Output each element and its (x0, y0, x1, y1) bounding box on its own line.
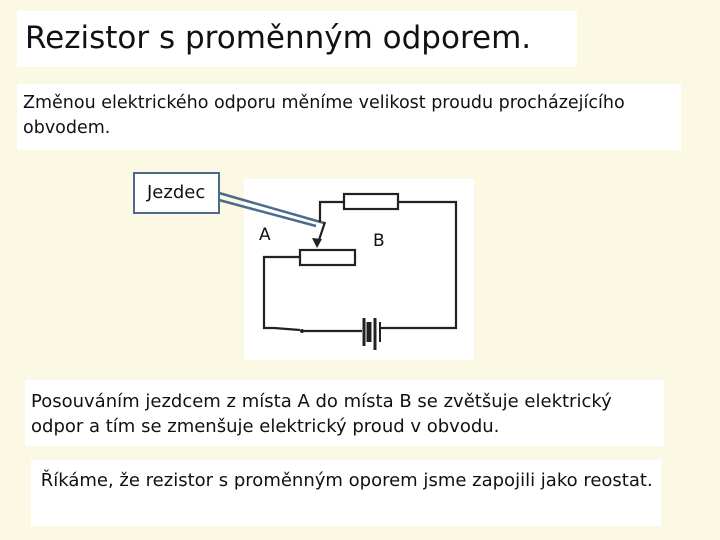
switch-lever (274, 328, 300, 330)
fixed-resistor (344, 194, 398, 209)
paragraph-3-box (31, 460, 661, 526)
wire-top (320, 202, 344, 222)
callout-line-lower (219, 200, 316, 226)
paragraph-3-text: Říkáme, že rezistor s proměnným oporem jsme zapojili jako reostat. (35, 470, 653, 491)
callout-line-upper (219, 193, 324, 223)
wire-right (380, 202, 456, 328)
slider-arrowhead (312, 238, 322, 248)
callout-label: Jezdec (147, 182, 206, 203)
paragraph-2-box (25, 380, 664, 446)
page-title: Rezistor s proměnným odporem. (25, 20, 532, 56)
callout-jezdec (133, 172, 220, 214)
point-a-label: A (259, 225, 271, 245)
paragraph-2-text: Posouváním jezdcem z místa A do místa B se zvětšuje elektrický odpor a tím se zmenšuje elektrický proud v obvodu. (31, 391, 612, 437)
wire-left (264, 257, 300, 328)
intro-text: Změnou elektrického odporu měníme velikost proudu procházejícího obvodem. (23, 93, 625, 138)
point-b-label: B (373, 231, 385, 251)
variable-resistor (300, 250, 355, 265)
